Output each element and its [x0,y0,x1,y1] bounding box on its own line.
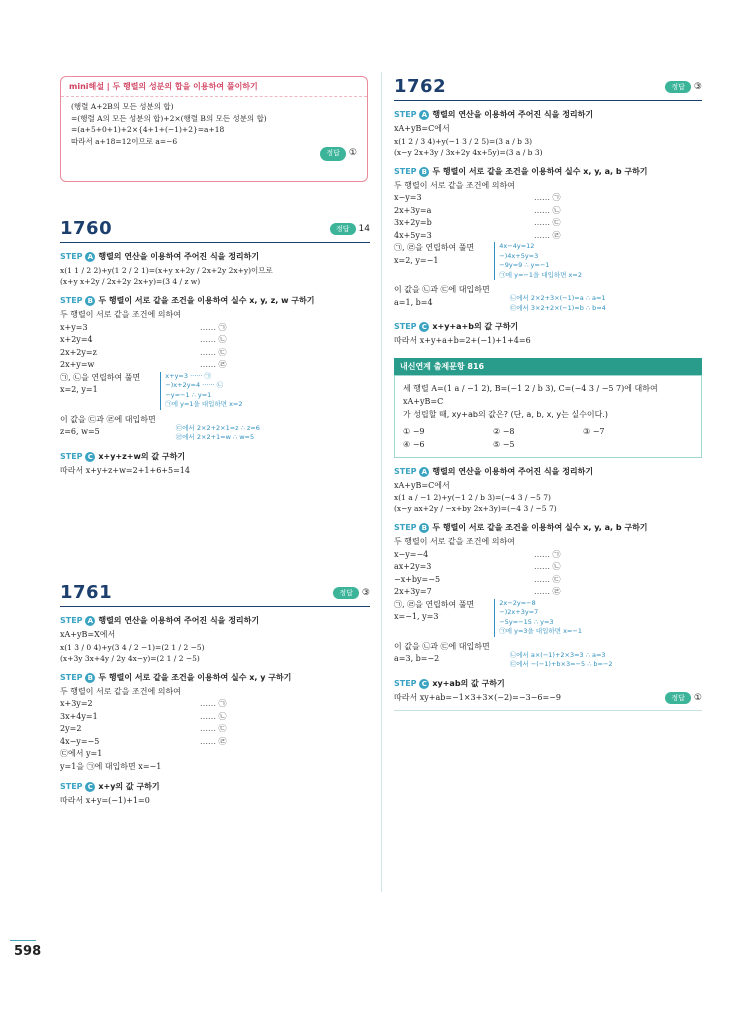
page-number: 598 [14,944,42,959]
answer-badge: 정답 [330,223,356,235]
problem-header [60,582,370,607]
side-note: −)x+2y=4 ······ ㉡ [165,381,224,389]
column-divider [381,72,382,892]
step-b: STEP B 두 행렬이 서로 같을 조건을 이용하여 실수 x, y, a, b 구하기 [394,523,648,532]
matrix-line: (x+3y 3x+4y / 2y 4x−y)=(2 1 / 2 −5) [60,653,200,663]
problem-1760 [60,218,370,477]
side-note: ㉠에 y=−1을 대입하면 x=2 [499,270,582,279]
mini-line: =(a+5+0+1)+2×{4+1+(−1)+2}=a+18 [71,125,225,134]
solve-text: 이 값을 ㉢과 ㉣에 대입하면 [60,414,156,424]
side-note: ㉡에서 a×(−1)+2×3=3 ∴ a=3 [509,650,606,659]
text-line: xA+yB=X에서 [60,630,116,639]
mini-line: =(행렬 A의 모든 성분의 합)+2×(행렬 B의 모든 성분의 합) [71,113,267,123]
equation-row: x−y=−4 …… ㉠ [394,549,561,559]
final-answer: 따라서 x+y+z+w=2+1+6+5=14 [60,465,190,475]
problem-1761 [60,582,370,808]
side-note: ㉣에서 2×2+1=w ∴ w=5 [175,433,255,441]
step-b: STEP B 두 행렬이 서로 같을 조건을 이용하여 실수 x, y 구하기 [60,672,292,682]
answer-badge: 정답 [333,587,359,599]
side-note: 2x−2y=−8 [499,598,536,607]
solve-text: ㉠, ㉣을 연립하여 풀면 [394,599,475,609]
side-note: −y=−1 ∴ y=1 [165,390,212,399]
equation-row: x−y=3 …… ㉠ [394,193,561,202]
equation-row: ax+2y=3 …… ㉡ [394,562,561,571]
final-answer: 따라서 xy+ab=−1×3+3×(−2)=−3−6=−9 [394,692,561,702]
equation-row: 2x+3y=7 …… ㉣ [394,587,561,596]
intro-text: 두 행렬이 서로 같을 조건에 의하여 [394,180,515,190]
mini-line: (행렬 A+2B의 모든 성분의 합) [71,102,174,111]
intro-text: 두 행렬이 서로 같을 조건에 의하여 [60,686,181,696]
solve-text: 이 값을 ㉡과 ㉢에 대입하면 [394,285,490,294]
mini-solution-box [60,76,368,182]
solve-text: 이 값을 ㉡과 ㉢에 대입하면 [394,641,490,651]
solve-text: ㉠, ㉣을 연립하여 풀면 [394,243,475,252]
problem-header [394,76,702,101]
final-answer: 따라서 x+y+a+b=2+(−1)+1+4=6 [394,336,531,345]
answer-value: ① [348,148,357,158]
solve-result: x=2, y=1 [60,385,98,394]
mini-body [61,97,367,165]
step-a: STEP A 행렬의 연산을 이용하여 주어진 식을 정리하기 [60,616,260,625]
linked-problem-banner: 내신연계 출제문항 816 [394,358,702,375]
answer-value: ③ [361,587,370,598]
text-line: y=1을 ㉠에 대입하면 x=−1 [60,761,162,771]
equation-row: 3x+2y=b …… ㉢ [394,218,561,227]
choices [403,425,693,451]
answer-value: 14 [358,223,370,234]
step-c: STEP C x+y+z+w의 값 구하기 [60,451,186,461]
side-note: −)2x+3y=7 [499,608,539,616]
linked-problem-question [394,375,702,458]
side-note: ㉢에서 −(−1)+b×3=−5 ∴ b=−2 [509,660,613,668]
matrix-line: (x−y 2x+3y / 3x+2y 4x+5y)=(3 a / b 3) [394,147,543,157]
solve-result: x=2, y=−1 [394,255,439,265]
side-note: −5y=−15 ∴ y=3 [499,617,554,626]
divider [394,710,702,711]
mini-line: 따라서 a+18=12이므로 a=−6 [71,136,178,146]
answer-value: ③ [693,81,702,92]
side-note: ㉠에 y=1을 대입하면 x=2 [165,400,243,408]
equation-row: x+y=3 …… ㉠ [60,322,227,332]
side-note: x+y=3 ······ ㉠ [165,371,212,380]
question-text: 가 성립할 때, xy+ab의 값은? (단, a, b, x, y는 실수이다.) [403,409,608,419]
choice: ③ −7 [583,426,605,436]
answer-value: ① [693,692,702,703]
intro-text: 두 행렬이 서로 같을 조건에 의하여 [60,310,181,319]
answer-badge: 정답 [665,81,691,93]
equation-row: 2x+3y=a …… ㉡ [394,205,561,215]
step-a: STEP A 행렬의 연산을 이용하여 주어진 식을 정리하기 [394,466,594,476]
mini-answer [71,147,357,161]
equation-row: 3x+4y=1 …… ㉡ [60,711,227,721]
problem-number: 1762 [394,76,447,97]
side-note: −9y=9 ∴ y=−1 [499,261,550,269]
solve-result: a=1, b=4 [394,297,433,307]
problem-number: 1761 [60,582,113,603]
matrix-line: (x+y x+2y / 2x+2y 2x+y)=(3 4 / z w) [60,277,201,286]
matrix-line: (x−y ax+2y / −x+by 2x+3y)=(−4 3 / −5 7) [394,504,557,513]
equation-row: x+2y=4 …… ㉡ [60,335,227,344]
solve-result: z=6, w=5 [60,427,100,436]
matrix-line: x(1 3 / 0 4)+y(3 4 / 2 −1)=(2 1 / 2 −5) [60,642,205,652]
matrix-line: x(1 1 / 2 2)+y(1 2 / 2 1)=(x+y x+2y / 2x+2y 2x+y)이므로 [60,266,273,275]
equation-row: x+3y=2 …… ㉠ [60,699,227,708]
equation-row: 2x+y=w …… ㉣ [60,360,227,369]
matrix-line: x(1 a / −1 2)+y(−1 2 / b 3)=(−4 3 / −5 7) [394,493,551,502]
choice: ⑤ −5 [493,439,515,449]
step-c: STEP C x+y+a+b의 값 구하기 [394,322,519,331]
solve-text: ㉠, ㉡을 연립하여 풀면 [60,372,141,382]
intro-text: 두 행렬이 서로 같을 조건에 의하여 [394,537,515,546]
solve-result: a=3, b=−2 [394,654,440,663]
final-answer: 따라서 x+y=(−1)+1=0 [60,796,150,805]
side-note: −)4x+5y=3 [499,251,539,260]
text-line: ㉢에서 y=1 [60,749,103,758]
choice: ② −8 [493,426,515,436]
side-note: ㉢에서 2×2+2×1=z ∴ z=6 [175,423,260,432]
side-note: ㉡에서 2×2+3×(−1)=a ∴ a=1 [509,294,606,302]
step-b: STEP B 두 행렬이 서로 같을 조건을 이용하여 실수 x, y, z, w 구하기 [60,296,315,305]
question-text: 세 행렬 A=(1 a / −1 2), B=(−1 2 / b 3), C=(−4 3 / −5 7)에 대하여 xA+yB=C [403,383,658,406]
matrix-line: x(1 2 / 3 4)+y(−1 3 / 2 5)=(3 a / b 3) [394,136,533,146]
solve-result: x=−1, y=3 [394,612,439,621]
side-note: ㉢에서 3×2+2×(−1)=b ∴ b=4 [509,303,606,312]
text-line: xA+yB=C에서 [394,124,450,133]
step-a: STEP A 행렬의 연산을 이용하여 주어진 식을 정리하기 [394,110,594,119]
problem-header [60,218,370,243]
step-c: STEP C x+y의 값 구하기 [60,782,160,791]
equation-row: 4x+5y=3 …… ㉣ [394,230,561,240]
equation-row: −x+by=−5 …… ㉢ [394,574,561,584]
equation-row: 4x−y=−5 …… ㉣ [60,736,227,746]
side-note: ㉠에 y=3을 대입하면 x=−1 [499,627,582,635]
problem-1762 [394,76,702,711]
equation-row: 2y=2 …… ㉢ [60,724,227,733]
answer-badge: 정답 [320,147,346,161]
mini-title: mini해설 | 두 행렬의 성분의 합을 이용하여 풀이하기 [61,77,367,97]
equation-row: 2x+2y=z …… ㉢ [60,347,227,357]
choice: ① −9 [403,426,425,436]
text-line: xA+yB=C에서 [394,480,450,490]
problem-number: 1760 [60,218,113,239]
step-c: STEP C xy+ab의 값 구하기 [394,678,505,688]
step-a: STEP A 행렬의 연산을 이용하여 주어진 식을 정리하기 [60,252,260,261]
answer-badge: 정답 [665,692,691,704]
step-b: STEP B 두 행렬이 서로 같을 조건을 이용하여 실수 x, y, a, b 구하기 [394,166,648,176]
page-number-rule [10,940,36,941]
choice: ④ −6 [403,439,425,449]
side-note: 4x−4y=12 [499,242,535,250]
